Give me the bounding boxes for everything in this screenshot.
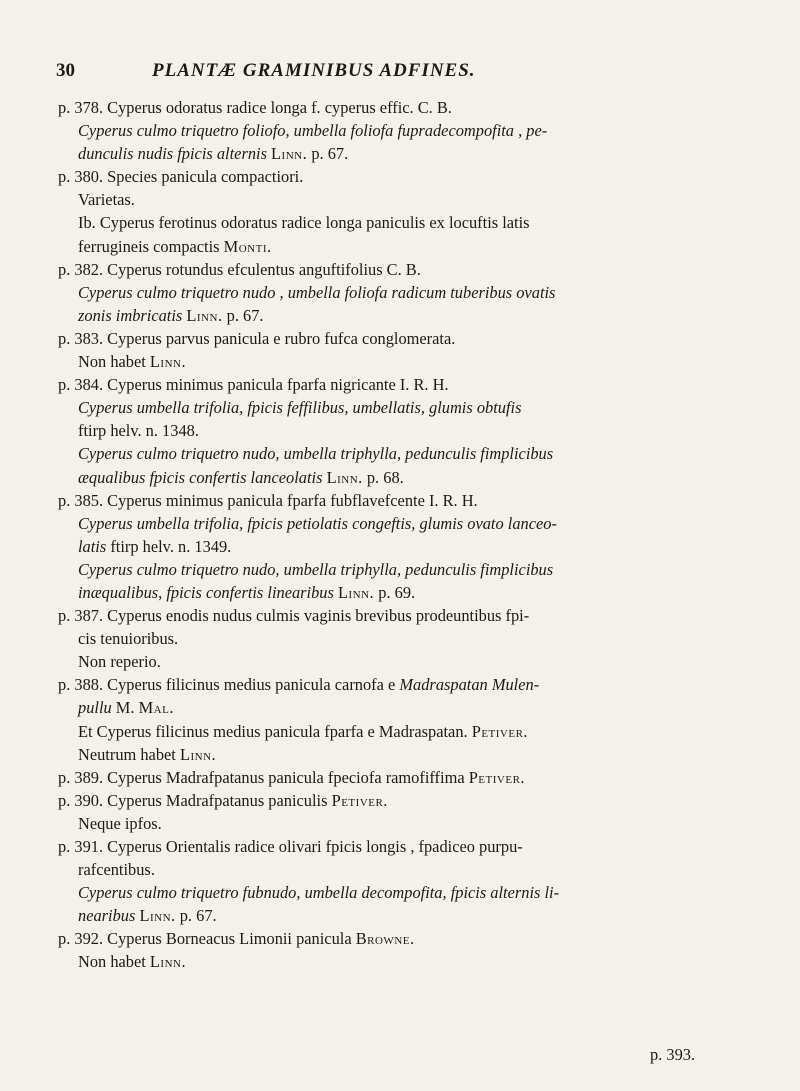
author-name: Linn. — [149, 952, 187, 972]
author-name: Linn. — [337, 582, 375, 602]
text-line — [58, 743, 758, 766]
text-line — [58, 188, 758, 211]
author-name: Petiver. — [331, 790, 388, 810]
text-line — [58, 558, 758, 581]
text-line — [58, 396, 758, 419]
italic-text: Cyperus culmo triquetro foliofo, umbella foliofa fupradecompofita , pe- — [78, 121, 548, 141]
author-name: Linn. — [139, 906, 176, 926]
roman-text: p. 383. Cyperus parvus panicula e rubro fufca conglomerata. — [58, 328, 456, 348]
roman-text: ferrugineis compactis — [78, 236, 224, 256]
running-title: PLANTÆ GRAMINIBUS ADFINES. — [152, 60, 476, 81]
author-name: Petiver. — [471, 721, 529, 741]
text-line — [58, 789, 758, 812]
roman-text: p. 69. — [374, 582, 416, 602]
roman-text: p. 389. Cyperus Madrafpatanus panicula fpeciofa ramofiffima — [58, 767, 469, 787]
roman-text: ftirp helv. n. 1349. — [110, 536, 232, 556]
roman-text: M. — [111, 698, 139, 718]
text-line — [58, 673, 758, 696]
roman-text: p. 378. Cyperus odoratus radice longa f. cyperus effic. C. B. — [58, 98, 452, 117]
text-line — [58, 650, 758, 673]
text-line — [58, 373, 758, 396]
page-number: 30 — [56, 60, 75, 81]
text-line — [58, 419, 758, 442]
text-line — [58, 904, 758, 927]
roman-text: Non reperio. — [78, 652, 161, 672]
page-header — [56, 60, 756, 88]
text-line — [58, 950, 758, 973]
text-line — [58, 489, 758, 512]
italic-text: nearibus — [78, 906, 140, 926]
italic-text: pullu — [78, 698, 112, 718]
author-name: Linn. — [186, 305, 223, 325]
text-line — [58, 142, 758, 165]
text-line — [58, 835, 758, 858]
text-line — [58, 327, 758, 350]
italic-text: Cyperus umbella trifolia, fpicis feffilibus, umbellatis, glumis obtufis — [78, 398, 522, 418]
roman-text: p. 68. — [362, 467, 404, 487]
italic-text: dunculis nudis fpicis alternis — [78, 144, 272, 164]
roman-text: ftirp helv. n. 1348. — [78, 421, 199, 441]
italic-text: Cyperus culmo triquetro fubnudo, umbella decompofita, fpicis alternis li- — [78, 883, 560, 903]
catchword: p. 393. — [650, 1045, 696, 1064]
roman-text: Varietas. — [78, 190, 135, 210]
text-line — [58, 258, 758, 281]
roman-text: Ib. Cyperus ferotinus odoratus radice longa paniculis ex locuftis latis — [78, 213, 530, 233]
roman-text: cis tenuioribus. — [78, 629, 179, 649]
author-name: Mal. — [138, 698, 174, 718]
author-name: Petiver. — [468, 767, 526, 787]
italic-text: inæqualibus, fpicis confertis linearibus — [78, 582, 338, 602]
roman-text: p. 391. Cyperus Orientalis radice olivari fpicis longis , fpadiceo purpu- — [58, 837, 523, 856]
text-line — [58, 766, 758, 789]
text-line — [58, 535, 758, 558]
text-line — [58, 581, 758, 604]
text-line — [58, 119, 758, 142]
roman-text: Neque ipfos. — [78, 813, 162, 833]
text-line — [58, 881, 758, 904]
roman-text: Non habet — [78, 352, 150, 372]
roman-text: p. 380. Species panicula compactiori. — [58, 167, 304, 187]
roman-text: p. 392. Cyperus Borneacus Limonii panicula — [58, 929, 356, 949]
text-line — [58, 512, 758, 535]
text-line — [58, 235, 758, 258]
roman-text: p. 384. Cyperus minimus panicula fparfa nigricante I. R. H. — [58, 375, 449, 395]
text-line — [58, 442, 758, 465]
text-line — [58, 720, 758, 743]
text-line — [58, 927, 758, 950]
roman-text: p. 382. Cyperus rotundus efculentus anguftifolius C. B. — [58, 259, 421, 279]
text-line — [58, 858, 758, 881]
text-line — [58, 281, 758, 304]
author-name: Linn. — [326, 467, 363, 487]
author-name: Linn. — [179, 744, 217, 764]
italic-text: Cyperus culmo triquetro nudo, umbella triphylla, pedunculis fimplicibus — [78, 559, 554, 579]
text-line — [58, 211, 758, 234]
roman-text: p. 67. — [307, 144, 349, 164]
italic-text: Cyperus culmo triquetro nudo , umbella foliofa radicum tuberibus ovatis — [78, 282, 556, 302]
italic-text: latis — [78, 536, 111, 556]
page-body-text — [58, 96, 758, 974]
italic-text: Madraspatan Mulen- — [399, 675, 540, 695]
roman-text: Et Cyperus filicinus medius panicula fparfa e Madraspatan. — [78, 721, 472, 741]
roman-text: Neutrum habet — [78, 744, 180, 764]
author-name: Browne. — [355, 929, 415, 949]
roman-text: p. 67. — [175, 906, 217, 926]
text-line — [58, 604, 758, 627]
roman-text: p. 385. Cyperus minimus panicula fparfa fubflavefcente I. R. H. — [58, 490, 478, 510]
text-line — [58, 812, 758, 835]
text-line — [58, 96, 758, 119]
text-line — [58, 165, 758, 188]
author-name: Linn. — [271, 144, 308, 164]
roman-text: rafcentibus. — [78, 860, 155, 880]
text-line — [58, 627, 758, 650]
italic-text: Cyperus umbella trifolia, fpicis petiolatis congeftis, glumis ovato lanceo- — [78, 513, 557, 533]
roman-text: Non habet — [78, 952, 150, 972]
italic-text: zonis imbricatis — [78, 305, 187, 325]
text-line — [58, 350, 758, 373]
author-name: Monti. — [223, 236, 272, 256]
text-line — [58, 304, 758, 327]
text-line — [58, 696, 758, 719]
italic-text: æqualibus fpicis confertis lanceolatis — [78, 467, 327, 487]
roman-text: p. 390. Cyperus Madrafpatanus paniculis — [58, 790, 332, 810]
roman-text: p. 388. Cyperus filicinus medius panicula carnofa e — [58, 675, 400, 695]
italic-text: Cyperus culmo triquetro nudo, umbella triphylla, pedunculis fimplicibus — [78, 444, 554, 464]
author-name: Linn. — [149, 352, 187, 372]
roman-text: p. 67. — [222, 305, 264, 325]
roman-text: p. 387. Cyperus enodis nudus culmis vaginis brevibus prodeuntibus fpi- — [58, 606, 530, 626]
text-line — [58, 466, 758, 489]
